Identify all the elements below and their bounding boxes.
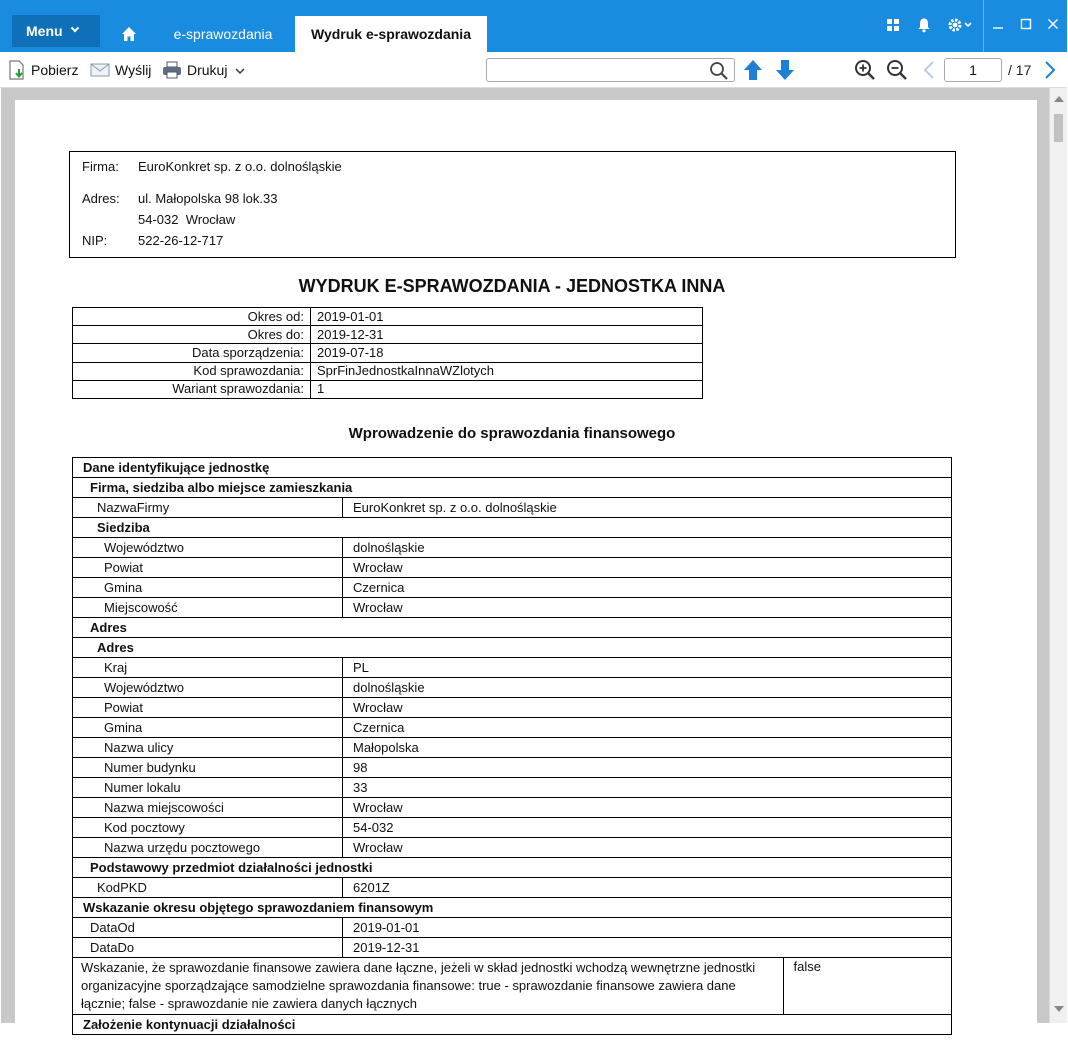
vertical-scrollbar[interactable] — [1049, 88, 1067, 1023]
chevron-down-icon[interactable] — [235, 62, 245, 78]
table-row — [73, 778, 952, 798]
nip-label: NIP: — [82, 233, 108, 248]
field-key: Nazwa ulicy — [73, 738, 343, 758]
table-row — [73, 578, 952, 598]
search-input[interactable] — [486, 58, 735, 82]
field-key: Powiat — [73, 698, 343, 718]
table-row — [73, 498, 952, 518]
section-header: Dane identyfikujące jednostkę — [73, 458, 952, 478]
zoom-in-button[interactable] — [853, 58, 877, 82]
section-header-row — [73, 638, 952, 658]
close-icon — [1047, 18, 1059, 30]
meta-value: 2019-12-31 — [311, 326, 703, 344]
table-row — [73, 818, 952, 838]
section-header: Firma, siedziba albo miejsce zamieszkania — [73, 478, 952, 498]
section-header-row — [73, 518, 952, 538]
adres-line2: 54-032 Wrocław — [138, 212, 236, 227]
minimize-button[interactable] — [983, 10, 1013, 38]
field-value: Małopolska — [343, 738, 952, 758]
zoom-out-button[interactable] — [885, 58, 909, 82]
close-button[interactable] — [1038, 10, 1068, 38]
bell-icon[interactable] — [913, 14, 935, 36]
field-value: Wrocław — [343, 558, 952, 578]
meta-key: Okres od: — [73, 308, 311, 326]
field-key: Nazwa urzędu pocztowego — [73, 838, 343, 858]
print-button[interactable] — [162, 59, 245, 81]
section-header: Adres — [73, 618, 952, 638]
table-row — [73, 538, 952, 558]
section-header-row — [73, 458, 952, 478]
field-key: Nazwa miejscowości — [73, 798, 343, 818]
table-row — [73, 798, 952, 818]
download-button[interactable] — [8, 59, 78, 81]
field-value: 33 — [343, 778, 952, 798]
field-key: NazwaFirmy — [73, 498, 343, 518]
apps-grid-icon[interactable] — [882, 14, 904, 36]
field-value: Czernica — [343, 578, 952, 598]
meta-row — [73, 380, 703, 398]
field-value: EuroKonkret sp. z o.o. dolnośląskie — [343, 498, 952, 518]
search-icon[interactable] — [709, 61, 729, 86]
field-key: Numer budynku — [73, 758, 343, 778]
field-value: Wrocław — [343, 798, 952, 818]
menu-label: Menu — [26, 23, 63, 39]
field-key: DataDo — [73, 938, 343, 958]
field-key: Kod pocztowy — [73, 818, 343, 838]
title-bar — [0, 0, 1067, 52]
section-header-row — [73, 1015, 952, 1035]
scroll-down-icon[interactable] — [1054, 1006, 1064, 1012]
section-header-row — [73, 618, 952, 638]
table-row — [73, 658, 952, 678]
document-toolbar — [0, 52, 1067, 88]
table-row — [73, 958, 952, 1015]
firma-value: EuroKonkret sp. z o.o. dolnośląskie — [138, 159, 342, 174]
minimize-icon — [992, 18, 1004, 30]
scroll-up-icon[interactable] — [1054, 96, 1064, 102]
table-row — [73, 838, 952, 858]
long-question: Wskazanie, że sprawozdanie finansowe zawiera dane łączne, jeżeli w skład jednostki wchodzą wewnętrzne jednostki organizacyjne sporządzające samodzielne sprawozdania finansowe: true - sprawozdanie finansowe zawiera dane łącznie; false - sprawozdanie nie zawiera danych łącznych — [73, 958, 783, 1014]
page-total: / 17 — [1008, 62, 1032, 78]
send-label: Wyślij — [115, 62, 152, 78]
meta-row — [73, 326, 703, 344]
field-key: Numer lokalu — [73, 778, 343, 798]
section-header-row — [73, 898, 952, 918]
adres-line1: ul. Małopolska 98 lok.33 — [138, 191, 278, 206]
home-icon — [121, 26, 137, 42]
meta-value: 1 — [311, 380, 703, 398]
field-value: Wrocław — [343, 838, 952, 858]
section-header: Założenie kontynuacji działalności — [73, 1015, 952, 1035]
document-title: WYDRUK E-SPRAWOZDANIA - JEDNOSTKA INNA — [298, 276, 726, 296]
meta-key: Okres do: — [73, 326, 311, 344]
table-row — [73, 738, 952, 758]
field-value: dolnośląskie — [343, 538, 952, 558]
report-meta-table — [72, 307, 703, 399]
section-header: Wskazanie okresu objętego sprawozdaniem finansowym — [73, 898, 952, 918]
meta-key: Kod sprawozdania: — [73, 362, 311, 380]
page-number-input[interactable] — [944, 58, 1002, 82]
field-value: 54-032 — [343, 818, 952, 838]
field-key: Powiat — [73, 558, 343, 578]
meta-row — [73, 308, 703, 326]
settings-gear-icon[interactable] — [945, 14, 975, 36]
next-page-button[interactable] — [1038, 58, 1062, 82]
meta-value: 2019-07-18 — [311, 344, 703, 362]
chevron-right-icon — [1043, 60, 1057, 80]
printer-icon — [162, 61, 182, 79]
meta-row — [73, 362, 703, 380]
field-value: 2019-01-01 — [343, 918, 952, 938]
tab-label: e-sprawozdania — [173, 26, 273, 42]
field-value: dolnośląskie — [343, 678, 952, 698]
long-answer: false — [793, 959, 821, 974]
zoom-in-icon — [854, 59, 876, 81]
field-key: DataOd — [73, 918, 343, 938]
meta-key: Wariant sprawozdania: — [73, 380, 311, 398]
adres-label: Adres: — [82, 191, 120, 206]
arrow-down-icon — [775, 59, 795, 81]
field-key: Miejscowość — [73, 598, 343, 618]
print-label: Drukuj — [187, 62, 228, 78]
tab-wydruk-e-sprawozdania[interactable] — [295, 16, 487, 52]
meta-row — [73, 344, 703, 362]
field-key: Województwo — [73, 538, 343, 558]
report-data-table — [72, 457, 952, 1035]
download-label: Pobierz — [31, 62, 79, 78]
zoom-out-icon — [886, 59, 908, 81]
home-tab[interactable] — [110, 16, 148, 52]
table-row — [73, 918, 952, 938]
table-row — [73, 598, 952, 618]
tab-e-sprawozdania[interactable] — [158, 16, 288, 52]
send-button[interactable] — [90, 59, 151, 81]
page-current: 1 — [969, 62, 977, 78]
field-key: Kraj — [73, 658, 343, 678]
table-row — [73, 718, 952, 738]
previous-page-button[interactable] — [917, 58, 941, 82]
field-key: Gmina — [73, 578, 343, 598]
section-header: Podstawowy przedmiot działalności jednostki — [73, 858, 952, 878]
field-value: 6201Z — [343, 878, 952, 898]
section-title: Wprowadzenie do sprawozdania finansowego — [348, 425, 676, 442]
table-row — [73, 558, 952, 578]
arrow-up-icon — [743, 59, 763, 81]
next-match-button[interactable] — [773, 58, 797, 82]
firma-label: Firma: — [82, 159, 119, 174]
section-header-row — [73, 858, 952, 878]
field-key: KodPKD — [73, 878, 343, 898]
chevron-left-icon — [922, 60, 936, 80]
meta-value: 2019-01-01 — [311, 308, 703, 326]
table-row — [73, 938, 952, 958]
field-value: Wrocław — [343, 598, 952, 618]
scroll-thumb[interactable] — [1054, 114, 1063, 142]
tab-label: Wydruk e-sprawozdania — [310, 26, 471, 42]
field-key: Województwo — [73, 678, 343, 698]
download-icon — [8, 60, 26, 80]
table-row — [73, 758, 952, 778]
meta-value: SprFinJednostkaInnaWZlotych — [311, 362, 703, 380]
field-value: 2019-12-31 — [343, 938, 952, 958]
section-header: Adres — [73, 638, 952, 658]
meta-key: Data sporządzenia: — [73, 344, 311, 362]
field-value: PL — [343, 658, 952, 678]
field-value: Wrocław — [343, 698, 952, 718]
envelope-icon — [90, 63, 110, 77]
section-header-row — [73, 478, 952, 498]
table-row — [73, 678, 952, 698]
field-value: Czernica — [343, 718, 952, 738]
maximize-button[interactable] — [1011, 10, 1041, 38]
long-question-cell — [73, 958, 952, 1015]
maximize-icon — [1020, 18, 1032, 30]
table-row — [73, 698, 952, 718]
table-row — [73, 878, 952, 898]
field-value: 98 — [343, 758, 952, 778]
section-header: Siedziba — [73, 518, 952, 538]
field-key: Gmina — [73, 718, 343, 738]
menu-button[interactable] — [12, 15, 100, 47]
nip-value: 522-26-12-717 — [138, 233, 224, 248]
chevron-down-icon — [70, 24, 78, 32]
previous-match-button[interactable] — [741, 58, 765, 82]
